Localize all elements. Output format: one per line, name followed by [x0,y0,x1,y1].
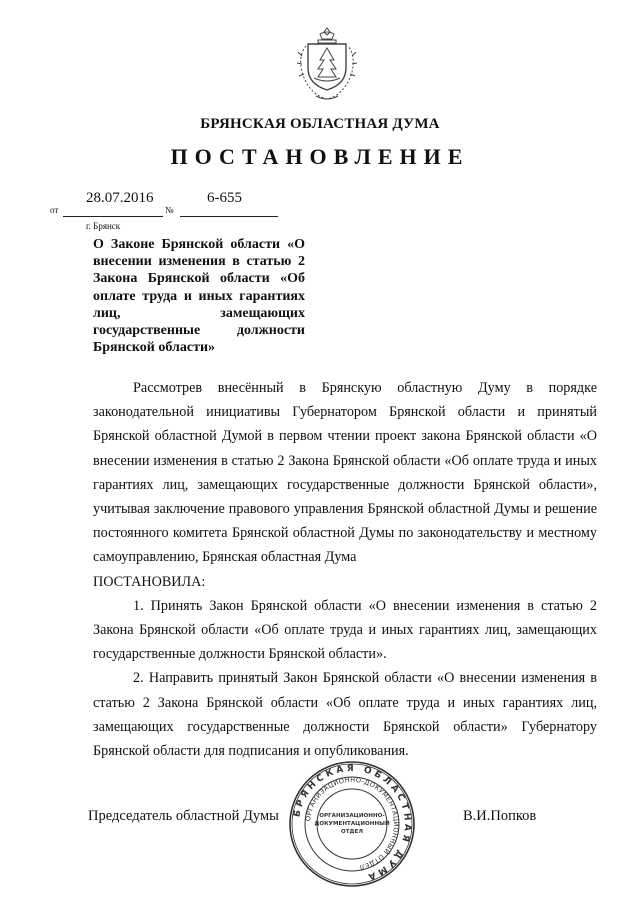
official-stamp [288,760,416,888]
date-underline [63,216,163,217]
intro-paragraph: Рассмотрев внесённый в Брянскую областную Думу в порядке законодательной инициативы Губернатором Брянской области и принятый Брянской областной Думой в первом чтении проект закона Брянской области «О внесении изменения в статью 2 Закона Брянской области «Об оплате труда и иных гарантиях лиц, замещающих государственные должности Брянской области», учитывая заключение правового управления Брянской областной Думы и решение постоянного комитета Брянской областной Думы по законодательству и местному самоуправлению, Брянская областная Дума [93,380,597,566]
coat-of-arms-emblem [296,26,358,102]
svg-text:ОРГАНИЗАЦИОННО-ДОКУМЕНТАЦИОННЫ: ОРГАНИЗАЦИОННО-ДОКУМЕНТАЦИОННЫЙ ОТДЕЛ [304,775,401,872]
number-prefix-label: № [165,205,174,215]
document-subject: О Законе Брянской области «О внесении изменения в статью 2 Закона Брянской области «Об оплате труда и иных гарантиях лиц, замещающих государственные должности Брянской области» [93,237,305,356]
document-date: 28.07.2016 [86,190,154,206]
date-prefix-label: от [50,205,59,215]
resolved-label: ПОСТАНОВИЛА: [93,573,206,590]
svg-text:ДОКУМЕНТАЦИОННЫЙ: ДОКУМЕНТАЦИОННЫЙ [314,821,390,827]
number-underline [180,216,278,217]
svg-text:ОТДЕЛ: ОТДЕЛ [340,829,364,835]
city-label: г. Брянск [86,221,121,231]
svg-text:БРЯНСКАЯ ОБЛАСТНАЯ ДУМА: БРЯНСКАЯ ОБЛАСТНАЯ ДУМА [292,763,413,883]
document-number: 6-655 [207,190,242,206]
document-type-title: ПОСТАНОВЛЕНИЕ [170,144,470,169]
signer-position: Председатель областной Думы [88,808,279,824]
svg-text:ОРГАНИЗАЦИОННО-: ОРГАНИЗАЦИОННО- [319,813,385,819]
resolution-item-1: 1. Принять Закон Брянской области «О внесении изменения в статью 2 Закона Брянской области «Об оплате труда и иных гарантиях лиц, замещающих государственные должности Брянской области». [93,597,597,663]
organization-title: БРЯНСКАЯ ОБЛАСТНАЯ ДУМА [200,116,440,132]
resolution-item-2: 2. Направить принятый Закон Брянской области «О внесении изменения в статью 2 Закона Брянской области «Об оплате труда и иных гарантиях лиц, замещающих государственные должности Брянской области» Губернатору Брянской области для подписания и опубликования. [93,670,597,760]
signer-name: В.И.Попков [463,808,537,824]
document-body [93,376,597,763]
